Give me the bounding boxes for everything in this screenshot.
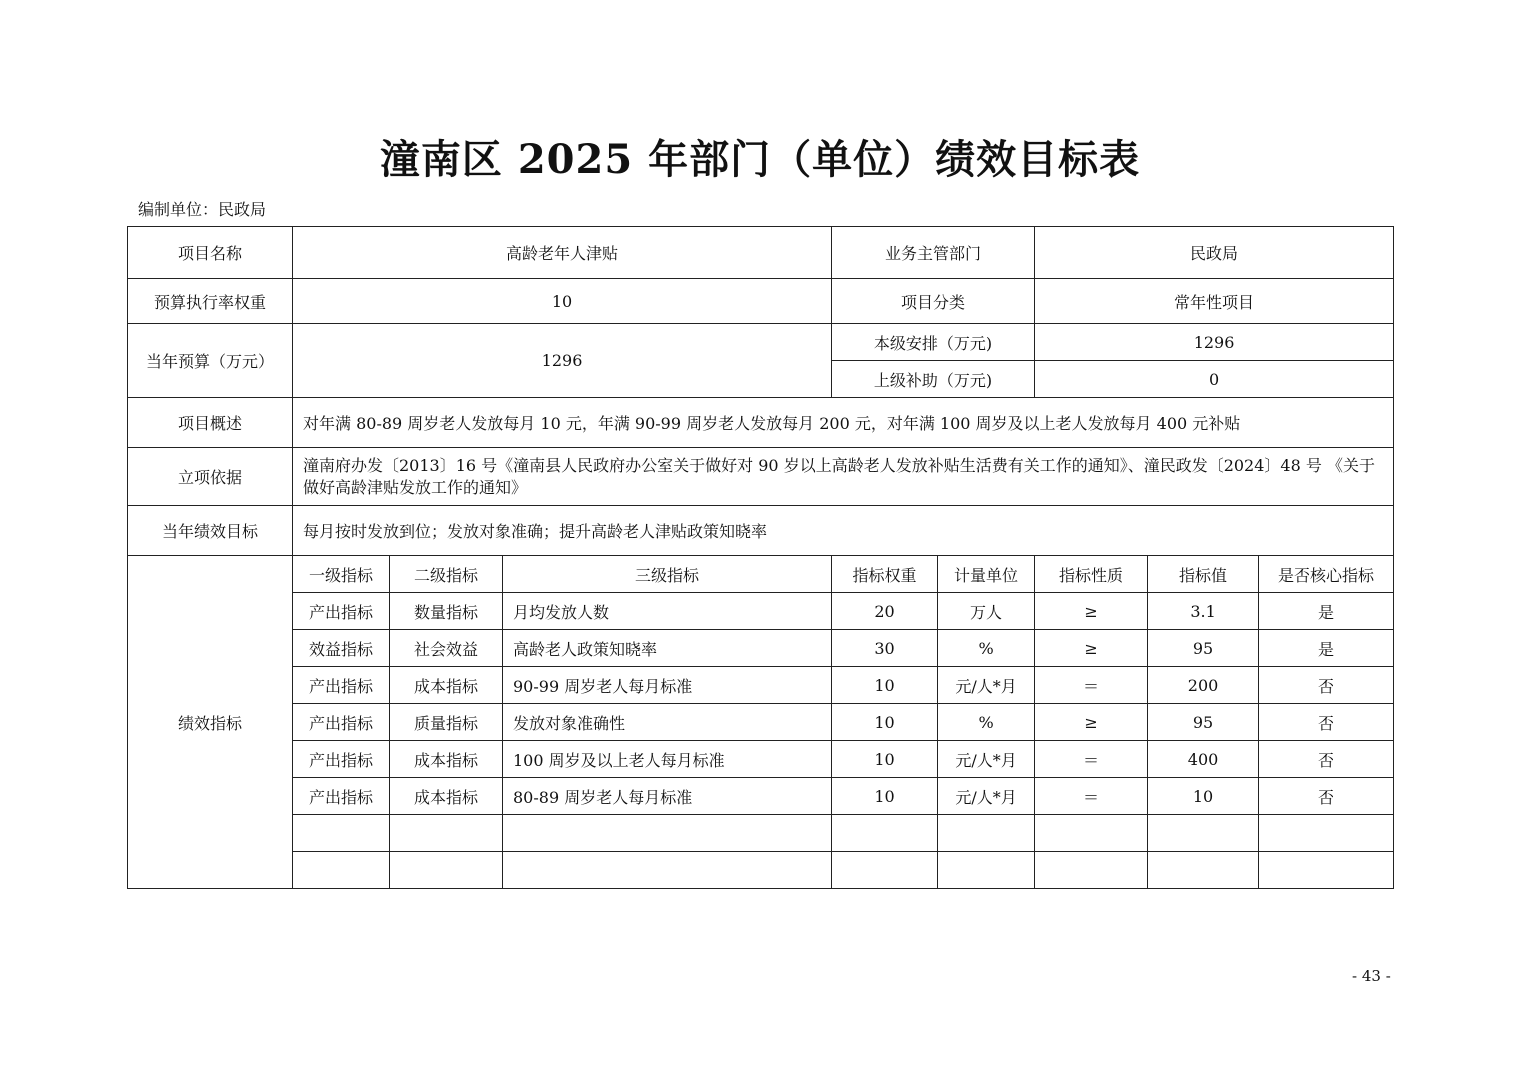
- empty-cell: [1148, 815, 1259, 852]
- core-cell: 否: [1259, 778, 1394, 815]
- overview-value: 对年满 80-89 周岁老人发放每月 10 元，年满 90-99 周岁老人发放每月 200 元，对年满 100 周岁及以上老人发放每月 400 元补贴: [293, 398, 1394, 448]
- compiling-unit: 编制单位：民政局: [138, 200, 267, 219]
- weight-cell: 10: [832, 778, 938, 815]
- overview-label: 项目概述: [128, 398, 293, 448]
- core-cell: 否: [1259, 741, 1394, 778]
- indicator-row: [128, 593, 1394, 630]
- empty-cell: [832, 815, 938, 852]
- indicator-header-row: [128, 556, 1394, 593]
- page-number: - 43 -: [1352, 967, 1391, 985]
- level2-cell: 成本指标: [390, 667, 503, 704]
- level2-cell: 成本指标: [390, 778, 503, 815]
- empty-cell: [1035, 852, 1148, 889]
- empty-cell: [1148, 852, 1259, 889]
- level1-cell: 产出指标: [293, 593, 390, 630]
- indicator-row: [128, 630, 1394, 667]
- budget-label: 当年预算（万元）: [128, 324, 293, 398]
- empty-cell: [390, 815, 503, 852]
- level3-cell: 100 周岁及以上老人每月标准: [503, 741, 832, 778]
- header-core: 是否核心指标: [1259, 556, 1394, 593]
- performance-target-table: [127, 226, 1394, 889]
- local-value: 1296: [1035, 324, 1394, 361]
- row-basis: [128, 448, 1394, 506]
- weight-cell: 30: [832, 630, 938, 667]
- level3-cell: 月均发放人数: [503, 593, 832, 630]
- basis-value: 潼南府办发〔2013〕16 号《潼南县人民政府办公室关于做好对 90 岁以上高龄老人发放补贴生活费有关工作的通知》、潼民政发〔2024〕48 号 《关于做好高龄津贴发放工作的通知》: [293, 448, 1394, 506]
- indicator-row: [128, 778, 1394, 815]
- level2-cell: 质量指标: [390, 704, 503, 741]
- unit-cell: 元/人*月: [938, 741, 1035, 778]
- level3-cell: 90-99 周岁老人每月标准: [503, 667, 832, 704]
- core-cell: 是: [1259, 630, 1394, 667]
- empty-indicator-row: [128, 852, 1394, 889]
- weight-cell: 10: [832, 667, 938, 704]
- row-rate-weight: [128, 279, 1394, 324]
- empty-cell: [938, 852, 1035, 889]
- weight-cell: 20: [832, 593, 938, 630]
- row-project-name: [128, 227, 1394, 279]
- unit-cell: 元/人*月: [938, 667, 1035, 704]
- rate-weight-value: 10: [293, 279, 832, 324]
- header-level1: 一级指标: [293, 556, 390, 593]
- empty-cell: [832, 852, 938, 889]
- empty-cell: [390, 852, 503, 889]
- level3-cell: 80-89 周岁老人每月标准: [503, 778, 832, 815]
- value-cell: 200: [1148, 667, 1259, 704]
- nature-cell: ＝: [1035, 778, 1148, 815]
- header-level3: 三级指标: [503, 556, 832, 593]
- empty-cell: [293, 815, 390, 852]
- superior-value: 0: [1035, 361, 1394, 398]
- nature-cell: ≥: [1035, 704, 1148, 741]
- nature-cell: ≥: [1035, 593, 1148, 630]
- level2-cell: 社会效益: [390, 630, 503, 667]
- level1-cell: 产出指标: [293, 704, 390, 741]
- empty-cell: [1259, 815, 1394, 852]
- goal-value: 每月按时发放到位；发放对象准确；提升高龄老人津贴政策知晓率: [293, 506, 1394, 556]
- local-label: 本级安排（万元): [832, 324, 1035, 361]
- empty-cell: [1259, 852, 1394, 889]
- superior-label: 上级补助（万元): [832, 361, 1035, 398]
- rate-weight-label: 预算执行率权重: [128, 279, 293, 324]
- value-cell: 95: [1148, 630, 1259, 667]
- weight-cell: 10: [832, 741, 938, 778]
- level3-cell: 发放对象准确性: [503, 704, 832, 741]
- value-cell: 95: [1148, 704, 1259, 741]
- empty-indicator-row: [128, 815, 1394, 852]
- value-cell: 10: [1148, 778, 1259, 815]
- core-cell: 否: [1259, 667, 1394, 704]
- row-overview: [128, 398, 1394, 448]
- unit-cell: 万人: [938, 593, 1035, 630]
- level1-cell: 产出指标: [293, 741, 390, 778]
- value-cell: 400: [1148, 741, 1259, 778]
- nature-cell: ＝: [1035, 741, 1148, 778]
- project-name-value: 高龄老年人津贴: [293, 227, 832, 279]
- unit-cell: %: [938, 704, 1035, 741]
- header-unit: 计量单位: [938, 556, 1035, 593]
- budget-value: 1296: [293, 324, 832, 398]
- indicator-row: [128, 667, 1394, 704]
- unit-cell: %: [938, 630, 1035, 667]
- core-cell: 否: [1259, 704, 1394, 741]
- core-cell: 是: [1259, 593, 1394, 630]
- category-label: 项目分类: [832, 279, 1035, 324]
- empty-cell: [938, 815, 1035, 852]
- nature-cell: ＝: [1035, 667, 1148, 704]
- level1-cell: 产出指标: [293, 667, 390, 704]
- unit-cell: 元/人*月: [938, 778, 1035, 815]
- level2-cell: 成本指标: [390, 741, 503, 778]
- goal-label: 当年绩效目标: [128, 506, 293, 556]
- value-cell: 3.1: [1148, 593, 1259, 630]
- empty-cell: [293, 852, 390, 889]
- dept-value: 民政局: [1035, 227, 1394, 279]
- row-budget: [128, 324, 1394, 361]
- header-value: 指标值: [1148, 556, 1259, 593]
- category-value: 常年性项目: [1035, 279, 1394, 324]
- header-weight: 指标权重: [832, 556, 938, 593]
- indicator-row: [128, 704, 1394, 741]
- nature-cell: ≥: [1035, 630, 1148, 667]
- dept-label: 业务主管部门: [832, 227, 1035, 279]
- level3-cell: 高龄老人政策知晓率: [503, 630, 832, 667]
- header-nature: 指标性质: [1035, 556, 1148, 593]
- empty-cell: [503, 815, 832, 852]
- row-goal: [128, 506, 1394, 556]
- weight-cell: 10: [832, 704, 938, 741]
- level2-cell: 数量指标: [390, 593, 503, 630]
- level1-cell: 效益指标: [293, 630, 390, 667]
- indicators-section-label: 绩效指标: [128, 556, 293, 889]
- empty-cell: [1035, 815, 1148, 852]
- empty-cell: [503, 852, 832, 889]
- header-level2: 二级指标: [390, 556, 503, 593]
- level1-cell: 产出指标: [293, 778, 390, 815]
- basis-label: 立项依据: [128, 448, 293, 506]
- indicator-row: [128, 741, 1394, 778]
- page-title: 潼南区 2025 年部门（单位）绩效目标表: [379, 136, 1141, 183]
- project-name-label: 项目名称: [128, 227, 293, 279]
